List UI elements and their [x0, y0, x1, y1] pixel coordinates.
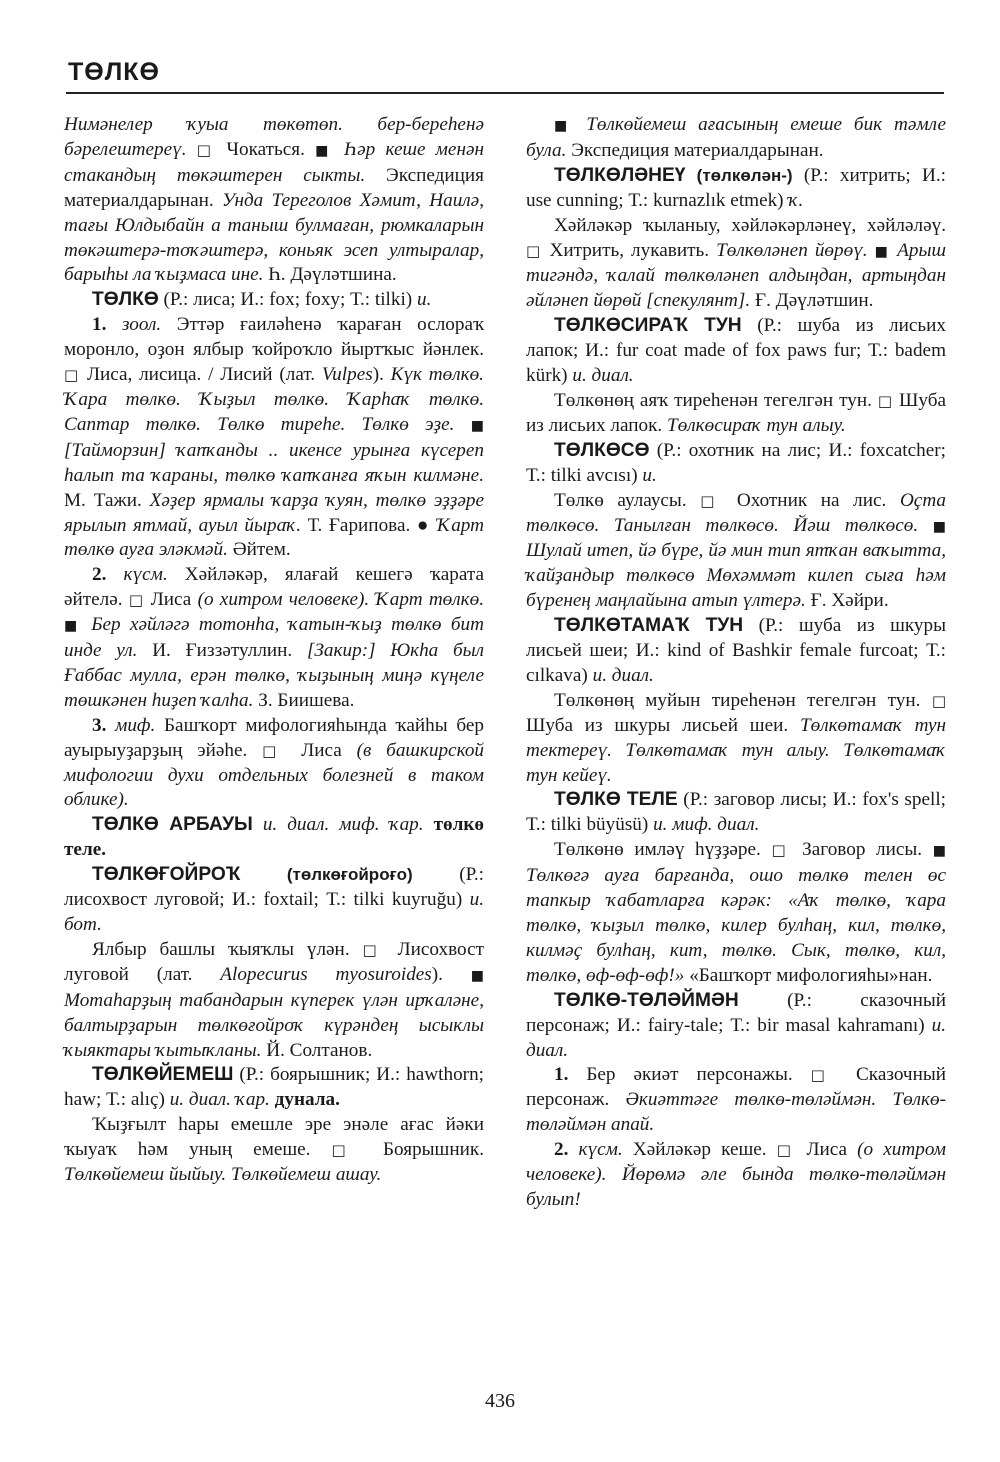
headword-entry: ТӨЛКӨСИРАҠ ТУН (Р.: шуба из лисьих лапок; И.: fur coat made of fox paws fur; Т.: badem kürk) и. диал.	[526, 315, 946, 387]
left-column	[64, 113, 484, 1188]
definition: ■ Төлкөйемеш ағасының емеше бик тәмле була. Экспедиция материалдарынан.	[526, 114, 946, 161]
headword-entry: ТӨЛКӨҒОЙРОҠ (төлкөғойроғо) (Р.: лисохвост луговой; И.: foxtail; Т.: tilki kuyruğu) и. бот.	[64, 864, 485, 935]
headword-entry: ТӨЛКӨСӨ (Р.: охотник на лис; И.: foxcatcher; Т.: tilki avcısı) и.	[526, 439, 946, 486]
definition: Төлкөнөң муйын тиреhенән тегелгән тун. □ Шуба из шкуры лисьей шеи. Төлкөтамаҡ тун тектереү. Төлкөтамаҡ тун алыу. Төлкөтамаҡ тун кейеү.	[526, 689, 946, 786]
running-head: ТӨЛКӨ	[68, 58, 160, 86]
definition: Төлкөнөң аяҡ тиреhенән тегелгән тун. □ Шуба из лисьих лапок. Төлкөсираҡ тун алыу.	[526, 389, 947, 436]
definition: Төлкөнө имләү hүҙҙәре. □ Заговор лисы. ■ Төлкөгә ауға барғанда, ошо төлкө телен өс тапкыр ҡабатларға кәрәк: «Аҡ төлкө, ҡара төлкө, ҡыҙыл төлкө, килер булhаң, кил, төлкө, килмәҫ булhаң, кит, төлкө. Сык, төлкө, кил, төлкө, өф-өф-өф!» «Башҡорт мифологияhы»нан.	[526, 839, 946, 986]
sense-3: 3. миф. Башҡорт мифологияhында ҡайhы бер ауырыуҙарҙың эйәhе. □ Лиса (в башкирской мифологии духи отдельных болезней в таком облике).	[64, 714, 485, 811]
header-rule	[66, 92, 944, 94]
definition: Хәйләкәр ҡыланыу, хәйләкәрләнеү, хәйләләү. □ Хитрить, лукавить. Төлкөләнеп йөрөү. ■ Арыш тигәндә, ҡалай төлкөләнеп алдыңдан, артыңдан әйләнеп йөрөй [спекулянт]. Ғ. Дәүләтшин.	[526, 214, 946, 312]
headword-entry: ТӨЛКӨ ТЕЛЕ (Р.: заговор лисы; И.: fox's spell; Т.: tilki büyüsü) и. миф. диал.	[526, 789, 947, 836]
headword-entry: ТӨЛКӨЙЕМЕШ (Р.: боярышник; И.: hawthorn; haw; Т.: alıç) и. диал. ҡар. дунала.	[64, 1064, 484, 1111]
headword-entry: ТӨЛКӨ (Р.: лиса; И.: fox; foxy; Т.: tilki) и.	[92, 289, 432, 311]
headword-entry: ТӨЛКӨ АРБАУЫ и. диал. миф. ҡар. төлкө теле.	[64, 814, 484, 861]
headword-entry: ТӨЛКӨТАМАҠ ТУН (Р.: шуба из шкуры лисьей шеи; И.: kind of Bashkir female furcoat; Т.: cılkava) и. диал.	[526, 615, 947, 686]
headword-entry: ТӨЛКӨ-ТӨЛӘЙМӘН (Р.: сказочный персонаж; И.: fairy-tale; Т.: bir masal kahramanı) и. диал.	[526, 989, 946, 1061]
sense-2: 2. күсм. Хәйләкәр кеше. □ Лиса (о хитром человеке). Йөрөмә әле бында төлкө-төләймән булып!	[526, 1139, 946, 1210]
definition: Төлкө аулаусы. □ Охотник на лис. Оҫта төлкөсө. Танылған төлкөсө. Йәш төлкөсө. ■ Шулай итеп, йә бүре, йә мин тип ятҡан ваҡытта, ҡайҙандыр төлкөсө Мөхәммәт килеп сыға hәм бүренең маңлайына атып үлтерә. Ғ. Хәйри.	[526, 489, 947, 612]
entry-continuation: Нимәнелер ҡуыа төкөтөп. бер-береhенә бәрелештереү. □ Чокаться. ■ Һәр кеше менән стакандың төкәштерен сыкты. Экспедиция материалдарынан. Унда Тереголов Хәмит, Наилә, тағы Юлдыбайн а таныш булмаған, рюмкаларын төкәштерә-тоҡәштерә, коньяк эсеп ултыралар, барыhы ла ҡыҙмаса ине. Һ. Дәүләтшина.	[64, 114, 485, 286]
definition: Ҡыҙғылт hары емешле эре энәле ағас йәки ҡыуаҡ hәм уның емеше. □ Боярышник. Төлкөйемеш йыйыу. Төлкөйемеш ашау.	[64, 1114, 484, 1186]
sense-2: 2. күсм. Хәйләкәр, ялағай кешегә ҡарата әйтелә. □ Лиса (о хитром человеке). Ҡарт төлкө. ■ Бер хәйләгә тотонhа, ҡатын-ҡыҙ төлкө бит инде ул. И. Ғиззәтуллин. [Закир:] Юкhа был Ғаббас мулла, ерән төлкө, ҡыҙының миңә күңеле төшкәнен hиҙеп ҡалhа. З. Биишева.	[64, 564, 485, 711]
definition: Ялбыр башлы ҡыяҡлы үлән. □ Лисохвост луговой (лат. Alopecurus myosuroides). ■ Мотаhарҙың табандарын күперек үлән ирҡаләне, балтырҙарын төлкөғойроҡ күрәндең ысыклы ҡыяктары ҡытыҡланы. Й. Солтанов.	[64, 938, 485, 1061]
right-column	[526, 113, 946, 1213]
sense-1: 1. Бер әкиәт персонажы. □ Сказочный персонаж. Әкиәттәге төлкө-төләймән. Төлкө-төләймән апай.	[526, 1064, 946, 1136]
headword-entry: ТӨЛКӨЛӘНЕҮ (төлкөлән-) (Р.: хитрить; И.: use cunning; Т.: kurnazlık etmek) ҡ.	[526, 164, 946, 211]
page-number: 436	[485, 1390, 515, 1412]
sense-1: 1. зоол. Эттәр ғаиләhенә ҡараған ослораҡ моронло, оҙон ялбыр ҡойроҡло йыртҡыс йәнлек. □ Лиса, лисица. / Лисий (лат. Vulpes). Күк төлкө. Ҡара төлкө. Ҡыҙыл төлкө. Ҡарhаҡ төлкө. Саптар төлкө. Төлкө тиреhе. Төлкө эҙе. ■ [Тайморзин] ҡапҡанды .. икенсе урынға күсереп hалып та ҡараны, төлкө ҡапҡанға яҡын килмәне. М. Тажи. Хәҙер ярмалы ҡарҙа ҡуян, төлкө эҙҙәре ярылып ятмай, ауыл йыраҡ. Т. Ғарипова. ● Ҡарт төлкө ауға эләкмәй. Әйтем.	[64, 314, 484, 561]
